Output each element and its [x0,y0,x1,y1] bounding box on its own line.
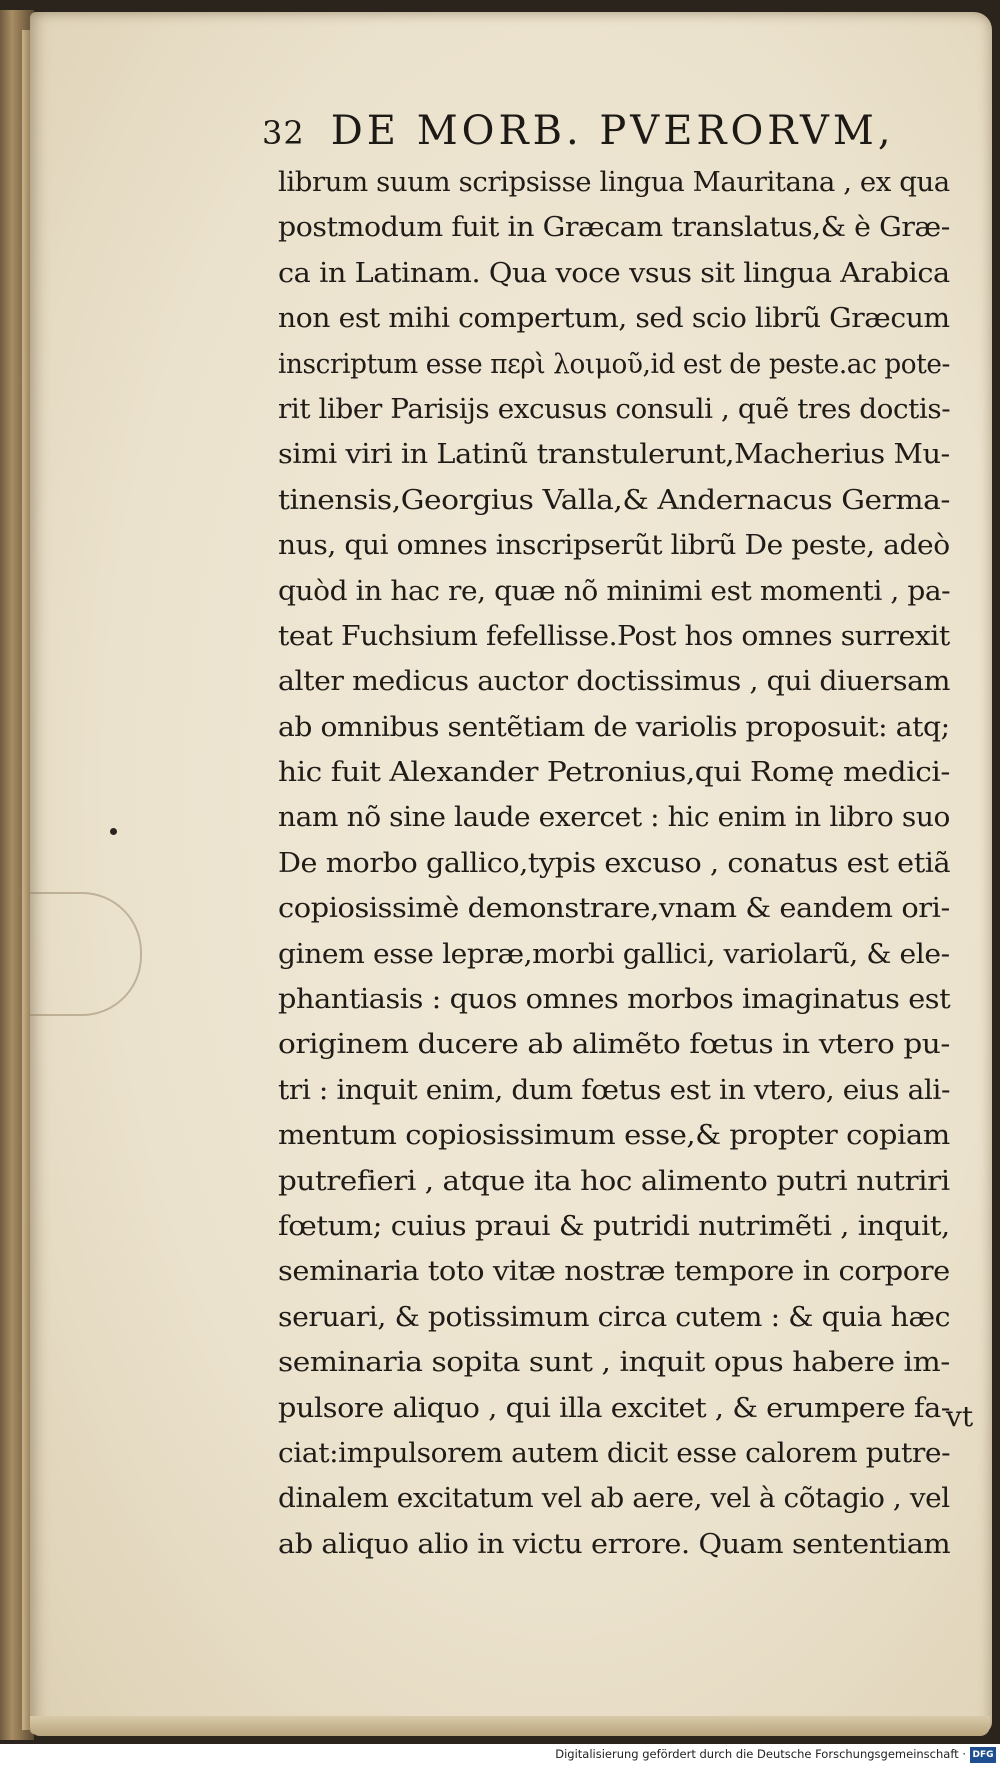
text-line: seminaria toto vitæ nostræ tempore in corpore [278,1256,950,1288]
text-line: seruari, & potissimum circa cutem : & quia hæc [278,1301,951,1333]
text-line: ab aliquo alio in victu errore. Quam sententiam [278,1528,951,1560]
book-edge [0,10,34,1740]
text-line: De morbo gallico,typis excuso , conatus est etiã [278,847,951,879]
text-line: librum suum scripsisse lingua Mauritana , ex qua [278,167,950,198]
text-line: dinalem excitatum vel ab aere, vel à cõtagio , vel [278,1483,950,1515]
page-header [262,108,912,160]
text-line: hic fuit Alexander Petronius,qui Romę medici- [278,757,950,789]
text-line: ca in Latinam. Qua voce vsus sit lingua Arabica [278,257,950,289]
text-line: postmodum fuit in Græcam translatus,& è Græ- [278,212,950,244]
page-number: 32 [262,114,305,152]
page-bottom-edge [30,1716,990,1736]
text-line: ab omnibus sentẽtiam de variolis proposuit: atq; [278,711,950,743]
text-line: fœtum; cuius praui & putridi nutrimẽti , inquit, [278,1210,950,1242]
body-text [278,160,950,1567]
text-line: nus, qui omnes inscripserũt librũ De peste, adeò [278,530,950,562]
dfg-logo: DFG [970,1747,996,1763]
catchword: vt [946,1400,974,1433]
text-line: seminaria sopita sunt , inquit opus habere im- [278,1347,950,1379]
text-line: nam nõ sine laude exercet : hic enim in libro suo [278,802,950,834]
text-line: phantiasis : quos omnes morbos imaginatus est [278,984,951,1016]
text-line: tri : inquit enim, dum fœtus est in vtero, eius ali- [278,1074,951,1106]
text-line: non est mihi compertum, sed scio librũ Græcum [278,303,950,335]
text-line: teat Fuchsium fefellisse.Post hos omnes surrexit [278,620,950,652]
text-line: alter medicus auctor doctissimus , qui diuersam [278,666,951,698]
footer-bar [0,1744,1000,1768]
text-line: inscriptum esse περὶ λοιμοῦ,id est de peste.ac pote- [278,348,951,380]
text-line: putrefieri , atque ita hoc alimento putri nutriri [278,1165,950,1197]
book-edge-inner [22,30,30,1730]
text-line: copiosissimè demonstrare,vnam & eandem ori- [278,893,950,925]
running-title: DE MORB. PVERORVM, [330,108,895,154]
text-line: mentum copiosissimum esse,& propter copiam [278,1120,950,1152]
text-line: simi viri in Latinũ transtulerunt,Macherius Mu- [278,439,950,471]
page-fold-mark [30,892,142,1016]
text-line: ginem esse lepræ,morbi gallici, variolarũ, & ele- [278,938,950,970]
text-line: ciat:impulsorem autem dicit esse calorem putre- [278,1437,951,1469]
text-line: pulsore aliquo , qui illa excitet , & erumpere fa- [278,1392,951,1424]
text-line: originem ducere ab alimẽto fœtus in vtero pu- [278,1029,950,1061]
text-line: tinensis,Georgius Valla,& Andernacus Germa- [278,484,950,516]
text-line: quòd in hac re, quæ nõ minimi est momenti , pa- [278,575,951,607]
ink-speck [110,828,117,835]
text-line: rit liber Parisijs excusus consuli , quẽ tres doctis- [278,393,951,425]
footer-credit: Digitalisierung gefördert durch die Deutsche Forschungsgemeinschaft · [555,1747,966,1761]
